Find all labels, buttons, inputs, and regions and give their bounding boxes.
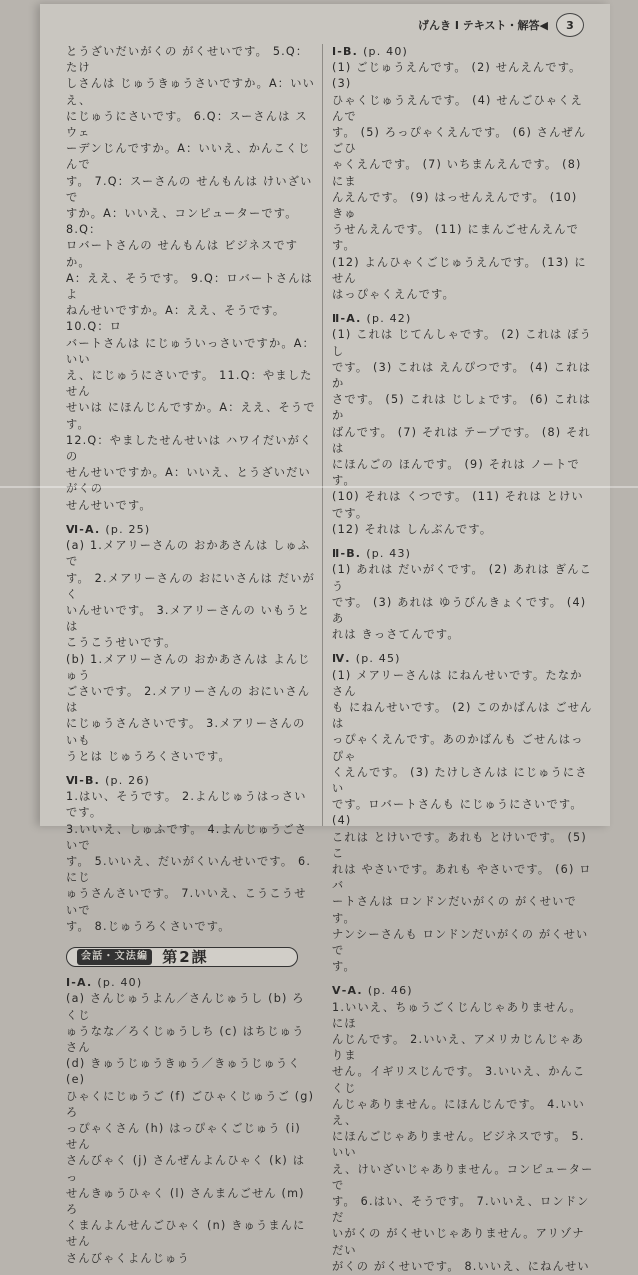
answer-line: っぴゃくえんです。あのかばんも ごせんはっぴゃ [332,733,584,763]
intro-line: せんせいです。 [66,498,152,512]
answer-line: す。 [332,960,356,974]
lesson-title: 第2課 [162,947,209,966]
intro-line: え、にじゅうにさいです。 11.Q：やましたせん [66,369,313,399]
section-heading-v-a: Ⅴ-A. (p. 46) [332,984,413,998]
left-column [66,44,316,1267]
answer-line: にじゅうさんさいです。 3.メアリーさんの いも [66,717,306,747]
answer-line: (1) これは じてんしゃです。 (2) これは ぼうし [332,328,592,358]
section-iv-answers [332,668,594,976]
intro-line: しさんは じゅうきゅうさいですか。A：いいえ、 [66,77,315,107]
answer-line: んえんです。 (9) はっせんえんです。 (10) きゅ [332,190,578,221]
answer-line: うとは じゅうろくさいです。 [66,749,231,763]
answer-line: これは とけいです。あれも とけいです。 (5) こ [332,830,587,860]
intro-line: A：ええ、そうです。 9.Q：ロバートさんは よ [66,271,314,302]
answer-line: れは やさいです。あれも やさいです。 (6) ロバ [332,862,592,893]
answer-line: ゅうなな／ろくじゅうしち (c) はちじゅうさん [66,1024,305,1054]
intro-line: ーデンじんですか。A：いいえ、かんこくじんで [66,142,311,172]
textbook-page [40,4,610,1273]
answer-line: え、けいざいじゃありません。コンピューターで [332,1162,594,1192]
answer-line: にほんごの ほんです。 (9) それは ノートです。 [332,458,580,488]
answer-line: んじゃありません。にほんじんです。 4.いいえ、 [332,1097,585,1127]
answer-line: がくの がくせいです。 8.いいえ、にねんせい [332,1259,590,1273]
answer-line: っぴゃくさん (h) はっぴゃくごじゅう (i) せん [66,1122,301,1152]
intro-line: バートさんは にじゅういっさいですか。A：いい [66,336,315,366]
section-ii-a-answers [332,327,594,538]
page-number: 3 [556,13,584,37]
answer-line: さんびゃく (j) さんぜんよんひゃく (k) はっ [66,1154,306,1184]
answer-line: (a) さんじゅうよん／さんじゅうし (b) ろくじ [66,992,305,1022]
intro-line: とうざいだいがくの がくせいです。 5.Q：たけ [66,45,309,75]
answer-line: (12) よんひゃくごじゅうえんです。 (13) にせん [332,255,587,285]
answer-line: せんきゅうひゃく (l) さんまんごせん (m) ろ [66,1186,305,1217]
intro-line: 12.Q：やましたせんせいは ハワイだいがくの [66,433,313,464]
answer-line: んじんです。 2.いいえ、アメリカじんじゃありま [332,1032,585,1063]
section-i-a-answers [66,991,316,1266]
answer-line: も にねんせいです。 (2) このかばんは ごせんは [332,700,593,731]
right-column [332,44,594,1275]
answer-line: 1.いいえ、ちゅうごくじんじゃありません。にほ [332,1000,582,1030]
answer-line: (1) ごじゅうえんです。 (2) せんえんです。 (3) [332,61,582,91]
scan-fold-line [0,486,638,488]
answer-line: ひゃくにじゅうご (f) ごひゃくじゅうご (g) ろ [66,1089,315,1119]
lesson-banner [66,947,298,967]
answer-line: ばんです。 (7) それは テープです。 (8) それは [332,425,591,455]
intro-line: す。 7.Q：スーさんの せんもんは けいざいで [66,174,313,204]
answer-line: ートさんは ロンドンだいがくの がくせいです。 [332,895,577,925]
header-title: げんき I テキスト・解答◀ [418,19,548,32]
section-heading-vi-a: Ⅵ-A. (p. 25) [66,522,151,536]
answer-line: す。 6.はい、そうです。 7.いいえ、ロンドンだ [332,1195,590,1225]
intro-line: にじゅうにさいです。 6.Q：スーさんは スウェ [66,109,308,140]
answer-line: (10) それは くつです。 (11) それは とけいです。 [332,490,584,520]
answer-line: ひゃくじゅうえんです。 (4) せんごひゃくえんで [332,93,584,123]
section-heading-iv: Ⅳ. (p. 45) [332,652,401,666]
answer-line: (b) 1.メアリーさんの おかあさんは よんじゅう [66,652,311,682]
answer-line: ゅうさんさいです。 7.いいえ、こうこうせいで [66,887,307,917]
section-vi-a-answers [66,538,316,765]
answer-line: (a) 1.メアリーさんの おかあさんは しゅふで [66,539,311,569]
answer-line: (1) あれは だいがくです。 (2) あれは ぎんこう [332,563,592,593]
answer-line: れは きっさてんです。 [332,628,460,642]
answer-line: す。 5.いいえ、だいがくいんせいです。 6.にじ [66,854,312,885]
answer-line: です。 (3) これは えんぴつです。 (4) これは か [332,360,592,391]
answer-line: うせんえんです。 (11) にまんごせんえんです。 [332,223,579,253]
answer-line: (d) きゅうじゅうきゅう／きゅうじゅうく (e) [66,1057,301,1087]
section-heading-ii-a: Ⅱ-A. (p. 42) [332,312,412,326]
answer-line: (1) メアリーさんは にねんせいです。たなかさん [332,668,583,698]
section-vi-b-answers [66,789,316,935]
answer-line: です。ロバートさんも にじゅうにさいです。 (4) [332,798,583,828]
section-ii-b-answers [332,562,594,643]
answer-line: はっぴゃくえんです。 [332,288,455,302]
answer-line: ナンシーさんも ロンドンだいがくの がくせいで [332,927,589,957]
section-heading-i-a: Ⅰ-A. (p. 40) [66,976,143,990]
answer-line: くえんです。 (3) たけしさんは にじゅうにさい [332,765,588,795]
section-i-b-answers [332,60,594,303]
answer-line: にほんごじゃありません。ビジネスです。 5.いい [332,1130,585,1160]
column-divider [322,44,323,826]
lesson-tag: 会話・文法編 [77,949,152,965]
answer-line: す。 2.メアリーさんの おにいさんは だいがく [66,571,315,601]
answer-line: せん。イギリスじんです。 3.いいえ、かんこくじ [332,1065,586,1095]
answer-line: さんびゃくよんじゅう [66,1251,190,1265]
answer-line: いんせいです。 3.メアリーさんの いもうとは [66,603,311,634]
intro-line: すか。A：いいえ、コンピューターです。 8.Q： [66,207,298,237]
answer-line: さです。 (5) これは じしょです。 (6) これは か [332,393,592,423]
intro-answers [66,44,316,514]
answer-line: いがくの がくせいじゃありません。アリゾナだい [332,1227,585,1257]
intro-line: せいは にほんじんですか。A：ええ、そうです。 [66,401,316,431]
intro-line: ロバートさんの せんもんは ビジネスですか。 [66,239,299,269]
answer-line: す。 8.じゅうろくさいです。 [66,919,231,933]
answer-line: ゃくえんです。 (7) いちまんえんです。 (8) にま [332,158,582,188]
section-heading-ii-b: Ⅱ-B. (p. 43) [332,547,412,561]
running-header [418,12,584,38]
section-heading-i-b: Ⅰ-B. (p. 40) [332,45,409,58]
answer-line: です。 (3) あれは ゆうびんきょくです。 (4) あ [332,595,587,625]
section-v-a-answers [332,1000,594,1275]
answer-line: す。 (5) ろっぴゃくえんです。 (6) さんぜんごひ [332,126,587,156]
answer-line: (12) それは しんぶんです。 [332,522,493,536]
intro-line: ねんせいですか。A：ええ、そうです。 10.Q：ロ [66,304,286,334]
answer-line: こうこうせいです。 [66,636,177,650]
section-heading-vi-b: Ⅵ-B. (p. 26) [66,773,151,787]
answer-line: 1.はい、そうです。 2.よんじゅうはっさいです。 [66,790,307,820]
answer-line: ごさいです。 2.メアリーさんの おにいさんは [66,684,311,715]
answer-line: 3.いいえ、しゅふです。 4.よんじゅうごさいで [66,822,308,852]
intro-line: せんせいですか。A：いいえ、とうざいだいがくの [66,466,311,496]
answer-line: くまんよんせんごひゃく (n) きゅうまんにせん [66,1219,306,1249]
